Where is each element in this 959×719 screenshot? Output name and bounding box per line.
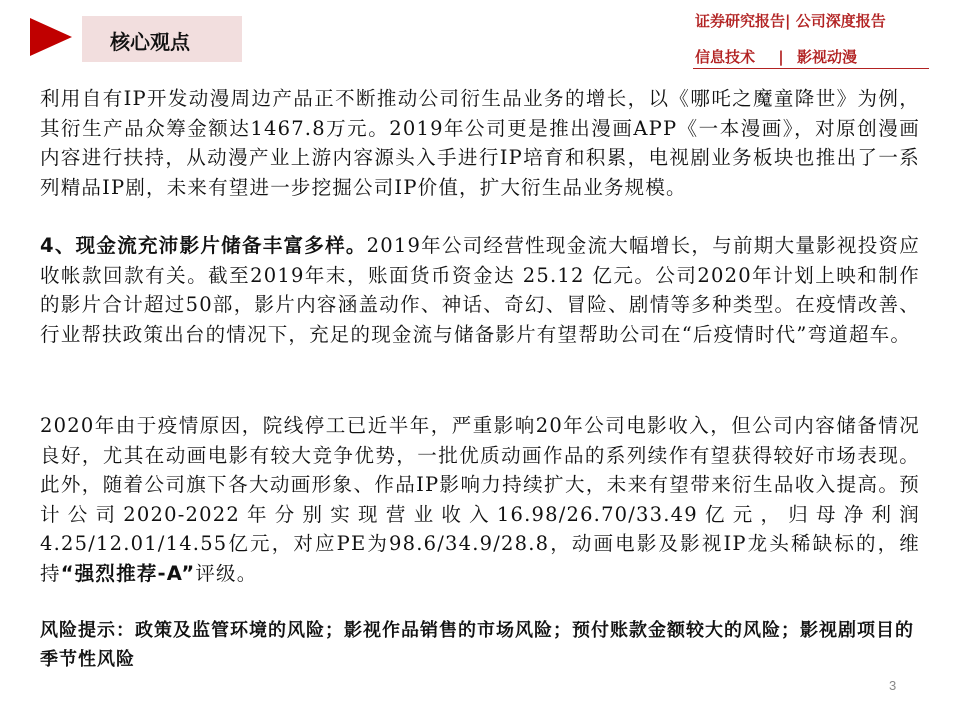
paragraph-cash-flow [40,231,920,349]
report-type-a: 证券研究报告 [695,12,786,30]
paragraph-forecast-text: 2020年由于疫情原因，院线停工已近半年，严重影响20年公司电影收入，但公司内容储备情况良好，尤其在动画电影有较大竞争优势，一批优质动画作品的系列续作有望获得较好市场表现。此外，随着公司旗下各大动画形象、作品IP影响力持续扩大，未来有望带来衍生品收入提高。预计公司2020-2022年分别实现营业收入16.98/26.70/33.49亿元，归母净利润4.25/12.01/14.55亿元，对应PE为98.6/34.9/28.8，动画电影及影视IP龙头稀缺标的，维持 [40,414,920,585]
section-title-box [82,16,242,62]
page-number: 3 [889,678,897,693]
header-separator-1: | [785,12,791,30]
rating-label: “强烈推荐-A” [60,561,196,585]
section-marker-icon [30,18,72,56]
paragraph-forecast [40,411,920,588]
report-type-b: 公司深度报告 [795,12,886,30]
paragraph-derivative-business: 利用自有IP开发动漫周边产品正不断推动公司衍生品业务的增长，以《哪吒之魔童降世》为例，其衍生产品众筹金额达1467.8万元。2019年公司更是推出漫画APP《一本漫画》，对原创漫画内容进行扶持，从动漫产业上游内容源头入手进行IP培育和积累，电视剧业务板块也推出了一系列精品IP剧，未来有望进一步挖掘公司IP价值，扩大衍生品业务规模。 [40,87,920,199]
section-title: 核心观点 [110,30,190,54]
report-type-line [695,10,886,31]
sub-industry-label: 影视动漫 [796,48,857,66]
header-separator-2: | [778,48,784,66]
industry-line [695,46,857,67]
risk-warning: 风险提示：政策及监管环境的风险；影视作品销售的市场风险；预付账款金额较大的风险；影视剧项目的季节性风险 [40,620,914,670]
paragraph-cash-flow-heading: 4、现金流充沛影片储备丰富多样。 [40,234,367,257]
header-divider [693,68,929,69]
paragraph-forecast-tail: 评级。 [195,561,258,585]
paragraph-cash-flow-text: 2019年公司经营性现金流大幅增长，与前期大量影视投资应收帐款回款有关。截至2019年末，账面货币资金达 25.12 亿元。公司2020年计划上映和制作的影片合计超过50部，影片内容涵盖动作、神话、奇幻、冒险、剧情等多种类型。在疫情改善、行业帮扶政策出台的情况下，充足的现金流与储备影片有望帮助公司在“后疫情时代”弯道超车。 [40,234,920,346]
industry-label: 信息技术 [695,48,756,66]
